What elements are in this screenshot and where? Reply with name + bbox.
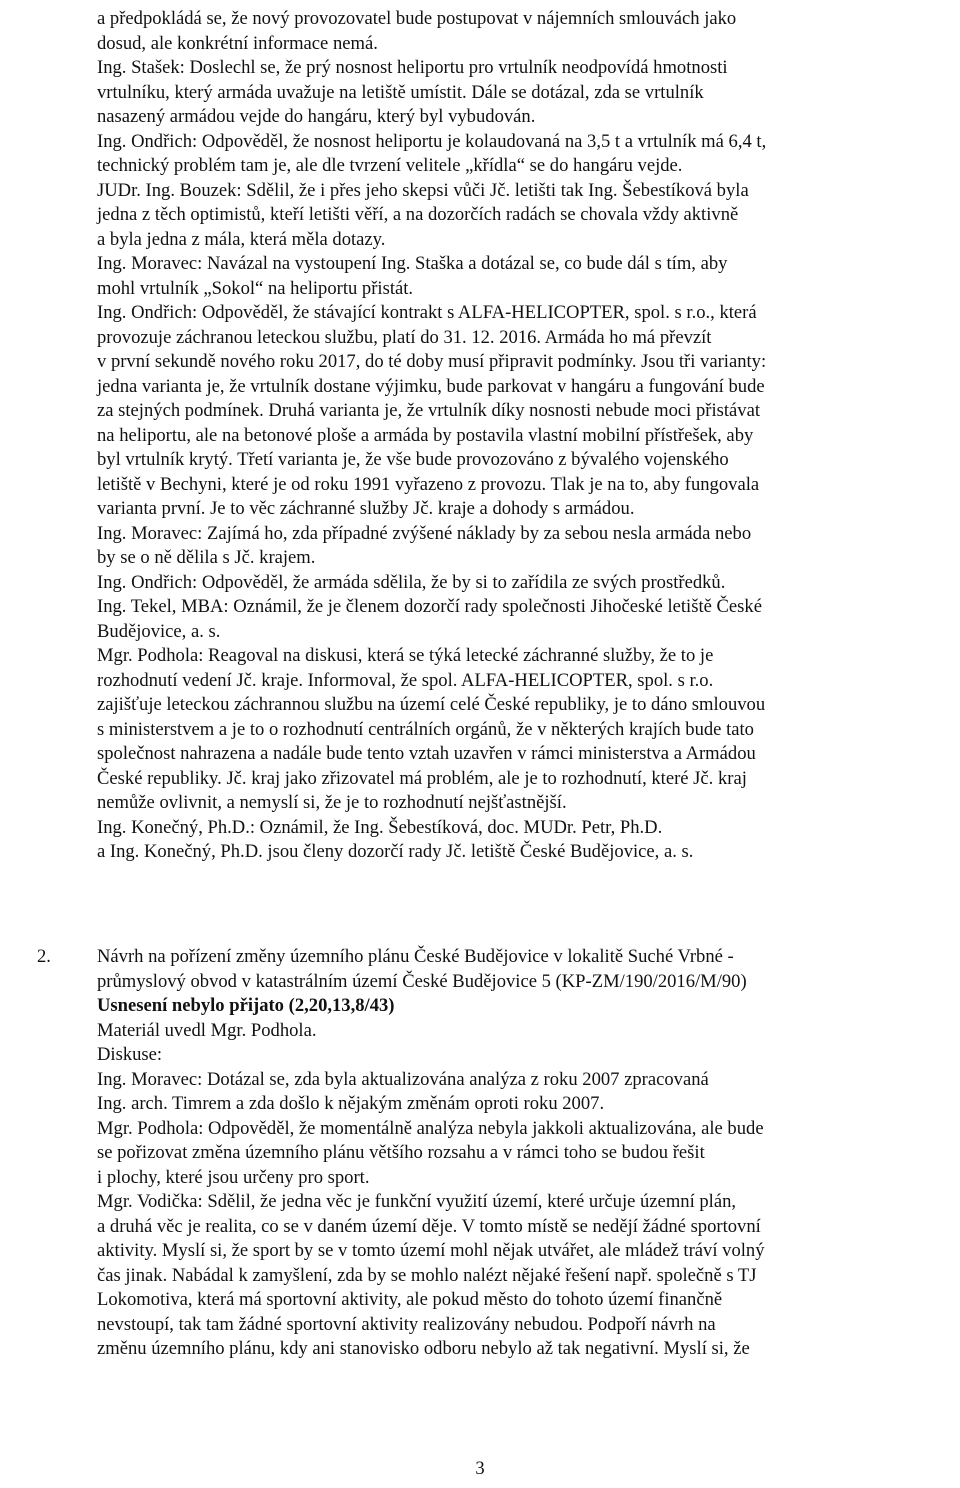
- text-line: Ing. Moravec: Dotázal se, zda byla aktualizována analýza z roku 2007 zpracovaná: [97, 1068, 709, 1090]
- agenda-item-body: [97, 1019, 947, 1362]
- agenda-item-title: [97, 945, 947, 994]
- text-line: zajišťuje leteckou záchrannou službu na území celé České republiky, je to dáno smlouvou: [97, 694, 766, 715]
- text-line: nemůže ovlivnit, a nemyslí si, že je to rozhodnutí nejšťastnější.: [97, 792, 567, 813]
- text-line: by se o ně dělila s Jč. krajem.: [97, 547, 316, 568]
- text-line: varianta první. Je to věc záchranné služby Jč. kraje a dohody s armádou.: [97, 498, 635, 519]
- text-line: Návrh na pořízení změny územního plánu České Budějovice v lokalitě Suché Vrbné -: [97, 946, 734, 967]
- text-line: JUDr. Ing. Bouzek: Sdělil, že i přes jeho skepsi vůči Jč. letišti tak Ing. Šebestíková byla: [97, 179, 749, 201]
- text-line: na heliportu, ale na betonové ploše a armáda by postavila vlastní mobilní přístřešek, aby: [97, 424, 754, 446]
- text-line: provozuje záchranou leteckou službu, platí do 31. 12. 2016. Armáda ho má převzít: [97, 326, 712, 348]
- text-line: jedna varianta je, že vrtulník dostane výjimku, bude parkovat v hangáru a fungování bude: [97, 375, 765, 397]
- text-line: Ing. Ondřich: Odpověděl, že nosnost heliportu je kolaudovaná na 3,5 t a vrtulník má 6,4 t,: [97, 130, 767, 152]
- text-line: se pořizovat změna územního plánu většího rozsahu a v rámci toho se budou řešit: [97, 1142, 705, 1163]
- resolution-text: Usnesení nebylo přijato (2,20,13,8/43): [97, 995, 395, 1016]
- text-line: jedna z těch optimistů, kteří letišti věří, a na dozorčích radách se chovala vždy aktivně: [97, 204, 739, 225]
- text-line: za stejných podmínek. Druhá varianta je, že vrtulník díky nosnosti nebude moci přistávat: [97, 400, 761, 421]
- text-line: průmyslový obvod v katastrálním území České Budějovice 5 (KP-ZM/190/2016/M/90): [97, 970, 747, 992]
- text-line: Ing. Ondřich: Odpověděl, že stávající kontrakt s ALFA-HELICOPTER, spol. s r.o., která: [97, 302, 757, 323]
- discussion-continuation: [97, 7, 947, 865]
- agenda-item-number: 2.: [37, 946, 51, 967]
- agenda-item-2: [97, 945, 947, 1362]
- text-line: mohl vrtulník „Sokol“ na heliportu přistát.: [97, 277, 414, 299]
- text-line: technický problém tam je, ale dle tvrzení velitele „křídla“ se do hangáru vejde.: [97, 155, 683, 176]
- text-line: rozhodnutí vedení Jč. kraje. Informoval, že spol. ALFA-HELICOPTER, spol. s r.o.: [97, 669, 714, 691]
- text-line: a předpokládá se, že nový provozovatel bude postupovat v nájemních smlouvách jako: [97, 8, 737, 29]
- text-line: nevstoupí, tak tam žádné sportovní aktivity realizovány nebudou. Podpoří návrh na: [97, 1313, 716, 1335]
- text-line: Ing. Konečný, Ph.D.: Oznámil, že Ing. Šebestíková, doc. MUDr. Petr, Ph.D.: [97, 816, 663, 838]
- text-line: Ing. Moravec: Navázal na vystoupení Ing. Staška a dotázal se, co bude dál s tím, aby: [97, 253, 728, 274]
- text-line: Mgr. Vodička: Sdělil, že jedna věc je funkční využití území, které určuje územní plán,: [97, 1191, 737, 1212]
- text-line: letiště v Bechyni, které je od roku 1991 vyřazeno z provozu. Tlak je na to, aby fungovala: [97, 473, 760, 495]
- text-line: s ministerstvem a je to o rozhodnutí centrálních orgánů, že v některých krajích bude tato: [97, 718, 754, 740]
- text-line: České republiky. Jč. kraj jako zřizovatel má problém, ale je to rozhodnutí, které Jč. kraj: [97, 767, 747, 789]
- text-line: Mgr. Podhola: Odpověděl, že momentálně analýza nebyla jakkoli aktualizována, ale bude: [97, 1117, 764, 1139]
- text-line: vrtulníku, který armáda uvažuje na letiště umístit. Dále se dotázal, zda se vrtulník: [97, 81, 704, 103]
- text-line: nasazený armádou vejde do hangáru, který byl vybudován.: [97, 106, 536, 127]
- text-line: Ing. Ondřich: Odpověděl, že armáda sdělila, že by si to zařídila ze svých prostředků.: [97, 571, 726, 593]
- text-line: Diskuse:: [97, 1044, 163, 1065]
- text-line: a byla jedna z mála, která měla dotazy.: [97, 228, 386, 250]
- text-line: Ing. Stašek: Doslechl se, že prý nosnost heliportu pro vrtulník neodpovídá hmotnosti: [97, 57, 728, 78]
- text-line: v první sekundě nového roku 2017, do té doby musí připravit podmínky. Jsou tři varianty:: [97, 351, 767, 372]
- text-line: aktivity. Myslí si, že sport by se v tomto území mohl nějak utvářet, ale mládež tráví volný: [97, 1240, 765, 1261]
- text-line: Ing. Moravec: Zajímá ho, zda případné zvýšené náklady by za sebou nesla armáda nebo: [97, 522, 752, 544]
- text-line: Budějovice, a. s.: [97, 620, 221, 642]
- text-line: čas jinak. Nabádal k zamyšlení, zda by se mohlo nalézt nějaké řešení např. společně s TJ: [97, 1264, 757, 1286]
- text-line: byl vrtulník krytý. Třetí varianta je, že vše bude provozováno z bývalého vojenského: [97, 449, 729, 470]
- text-line: i plochy, které jsou určeny pro sport.: [97, 1166, 370, 1188]
- text-line: změnu územního plánu, kdy ani stanovisko odboru nebylo až tak negativní. Myslí si, že: [97, 1338, 750, 1359]
- text-line: společnost nahrazena a nadále bude tento vztah uzavřen v rámci ministerstva a Armádou: [97, 743, 756, 764]
- text-line: Materiál uvedl Mgr. Podhola.: [97, 1019, 317, 1041]
- page-number: 3: [475, 1458, 485, 1479]
- text-line: Ing. arch. Timrem a zda došlo k nějakým změnám oproti roku 2007.: [97, 1093, 605, 1114]
- text-line: Mgr. Podhola: Reagoval na diskusi, která se týká letecké záchranné služby, že to je: [97, 645, 714, 666]
- text-line: dosud, ale konkrétní informace nemá.: [97, 32, 378, 54]
- text-line: a Ing. Konečný, Ph.D. jsou členy dozorčí rady Jč. letiště České Budějovice, a. s.: [97, 841, 694, 862]
- text-line: a druhá věc je realita, co se v daném území děje. V tomto místě se nedějí žádné sportovní: [97, 1215, 761, 1237]
- text-line: Lokomotiva, která má sportovní aktivity, ale pokud město do tohoto území finančně: [97, 1289, 723, 1310]
- text-line: Ing. Tekel, MBA: Oznámil, že je členem dozorčí rady společnosti Jihočeské letiště České: [97, 596, 762, 617]
